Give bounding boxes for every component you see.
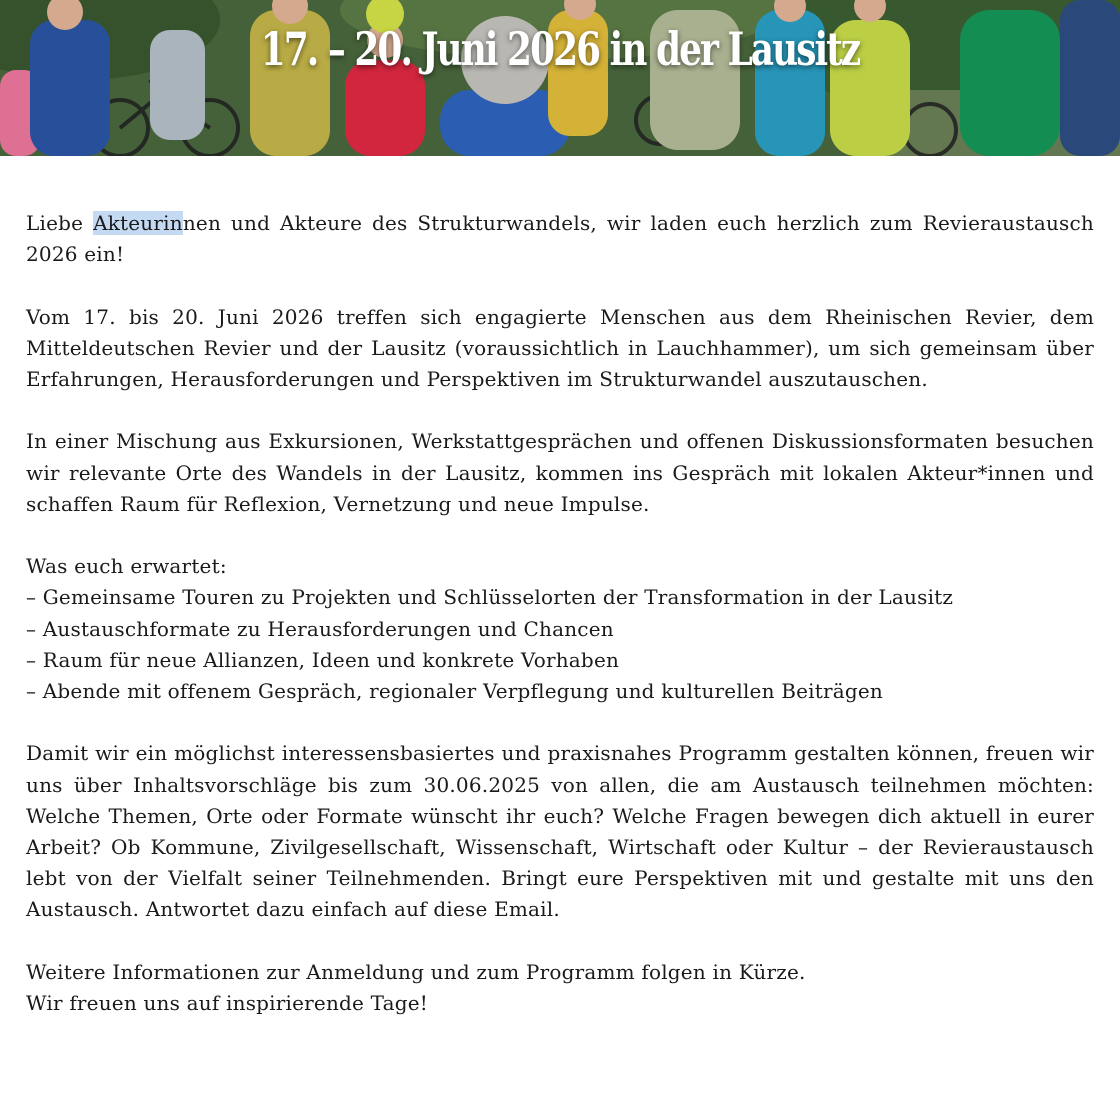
list-item: – Austauschformate zu Herausforderungen und Chancen (26, 616, 614, 641)
email-body (26, 208, 1094, 1050)
proposal-paragraph: Damit wir ein möglichst interessensbasiertes und praxisnahes Programm gestalten können, freuen wir uns über Inhaltsvorschläge bis zum 30.06.2025 von allen, die am Austausch teilnehmen möchten: Welche Themen, Orte oder Formate wünscht ihr euch? Welche Fragen bewegen dich aktuell in eurer Arbeit? Ob Kommune, Zivilgesellschaft, Wissenschaft, Wirtschaft oder Kultur – der Revieraustausch lebt von der Vielfalt seiner Teilnehmenden. Bringt eure Perspektiven mit und gestalte mit uns den Austausch. Antwortet dazu einfach auf diese Email. (26, 741, 1094, 922)
list-item: – Gemeinsame Touren zu Projekten und Schlüsselorten der Transformation in der Lausitz (26, 585, 954, 610)
closing-paragraph (26, 957, 1094, 1019)
format-paragraph: In einer Mischung aus Exkursionen, Werkstattgesprächen und offenen Diskussionsformaten besuchen wir relevante Orte des Wandels in der Lausitz, kommen ins Gespräch mit lokalen Akteur*innen und schaffen Raum für Reflexion, Vernetzung und neue Impulse. (26, 429, 1094, 516)
closing-line-greeting: Wir freuen uns auf inspirierende Tage! (26, 991, 429, 1015)
expectations-list (26, 551, 1094, 707)
meeting-paragraph: Vom 17. bis 20. Juni 2026 treffen sich engagierte Menschen aus dem Rheinischen Revier, dem Mitteldeutschen Revier und der Lausitz (voraussichtlich in Lauchhammer), um sich gemeinsam über Erfahrungen, Herausforderungen und Perspektiven im Strukturwandel auszutauschen. (26, 304, 1094, 391)
selected-text-highlight[interactable]: Akteurin (93, 211, 183, 235)
event-date-title: 17. – 20. Juni 2026 in der Lausitz (260, 22, 860, 76)
intro-text-end: nen und Akteure des Strukturwandels, wir laden euch herzlich zum Revieraustausch 2026 ein! (26, 211, 1094, 267)
intro-text-start: Liebe (26, 211, 94, 235)
expectations-heading: Was euch erwartet: (26, 554, 227, 579)
closing-line-info: Weitere Informationen zur Anmeldung und zum Programm folgen in Kürze. (26, 959, 806, 984)
list-item: – Abende mit offenem Gespräch, regionaler Verpflegung und kulturellen Beiträgen (26, 679, 883, 703)
intro-paragraph (26, 208, 1094, 270)
header-photo-banner (0, 0, 1120, 156)
list-item: – Raum für neue Allianzen, Ideen und konkrete Vorhaben (26, 647, 620, 672)
